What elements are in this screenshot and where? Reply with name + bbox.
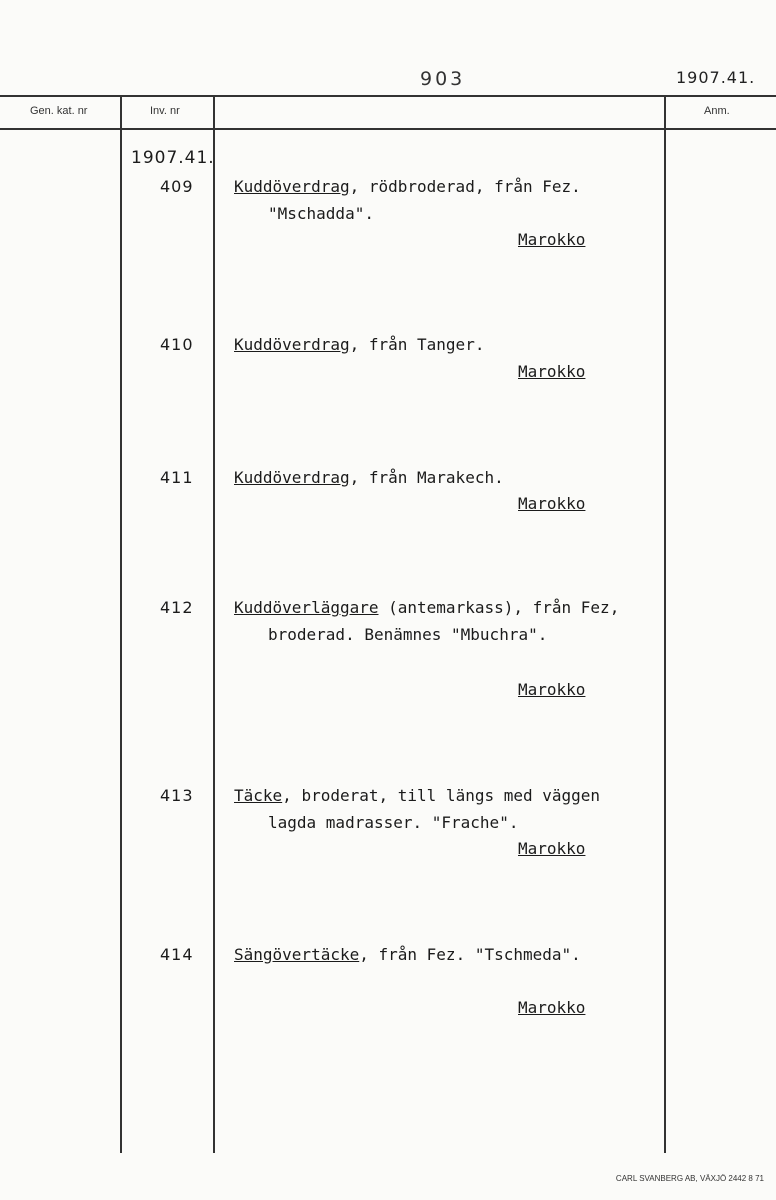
entry-term: Kuddöverdrag	[234, 468, 350, 487]
entry-region: Marokko	[518, 494, 586, 513]
column-divider-1	[120, 95, 122, 1153]
entry-description	[234, 335, 484, 354]
entry-description-rest: (antemarkass), från Fez,	[378, 598, 620, 617]
column-header-gen-kat-nr: Gen. kat. nr	[30, 105, 88, 117]
header-top-rule	[0, 95, 776, 97]
entry-description-rest: , broderat, till längs med väggen	[282, 786, 601, 805]
entry-description-line2: broderad. Benämnes "Mbuchra".	[268, 625, 548, 644]
entry-description	[234, 786, 600, 805]
entry-description-rest: , från Tanger.	[349, 335, 485, 354]
entry-description	[234, 468, 504, 487]
entry-number: 412	[160, 598, 194, 617]
entry-region: Marokko	[518, 680, 586, 699]
entry-number: 413	[160, 786, 194, 805]
page-code: 1907.41.	[676, 68, 756, 87]
entry-description-rest: , rödbroderad, från Fez.	[349, 177, 581, 196]
entry-description-line2: "Mschadda".	[268, 204, 374, 223]
entry-description	[234, 945, 581, 964]
entry-region: Marokko	[518, 839, 586, 858]
entry-region: Marokko	[518, 230, 586, 249]
entry-region: Marokko	[518, 998, 586, 1017]
entry-term: Kuddöverdrag	[234, 177, 350, 196]
entry-number: 414	[160, 945, 194, 964]
page-number: 903	[420, 68, 466, 90]
column-divider-3	[664, 95, 666, 1153]
entry-description	[234, 177, 581, 196]
entry-number: 411	[160, 468, 194, 487]
entry-region: Marokko	[518, 362, 586, 381]
entry-term: Sängövertäcke	[234, 945, 360, 964]
column-header-inv-nr: Inv. nr	[150, 105, 180, 117]
column-header-anm: Anm.	[704, 105, 730, 117]
entry-description-line2: lagda madrasser. "Frache".	[268, 813, 519, 832]
entry-description-rest: , från Fez. "Tschmeda".	[359, 945, 581, 964]
column-divider-2	[213, 95, 215, 1153]
printer-imprint: CARL SVANBERG AB, VÄXJÖ 2442 8 71	[615, 1174, 764, 1183]
entry-number: 409	[160, 177, 194, 196]
header-bottom-rule	[0, 128, 776, 130]
entry-term: Kuddöverläggare	[234, 598, 379, 617]
entry-description-rest: , från Marakech.	[349, 468, 504, 487]
year-label: 1907.41.	[131, 148, 215, 168]
entry-description	[234, 598, 619, 617]
entry-term: Täcke	[234, 786, 283, 805]
entry-term: Kuddöverdrag	[234, 335, 350, 354]
entry-number: 410	[160, 335, 194, 354]
